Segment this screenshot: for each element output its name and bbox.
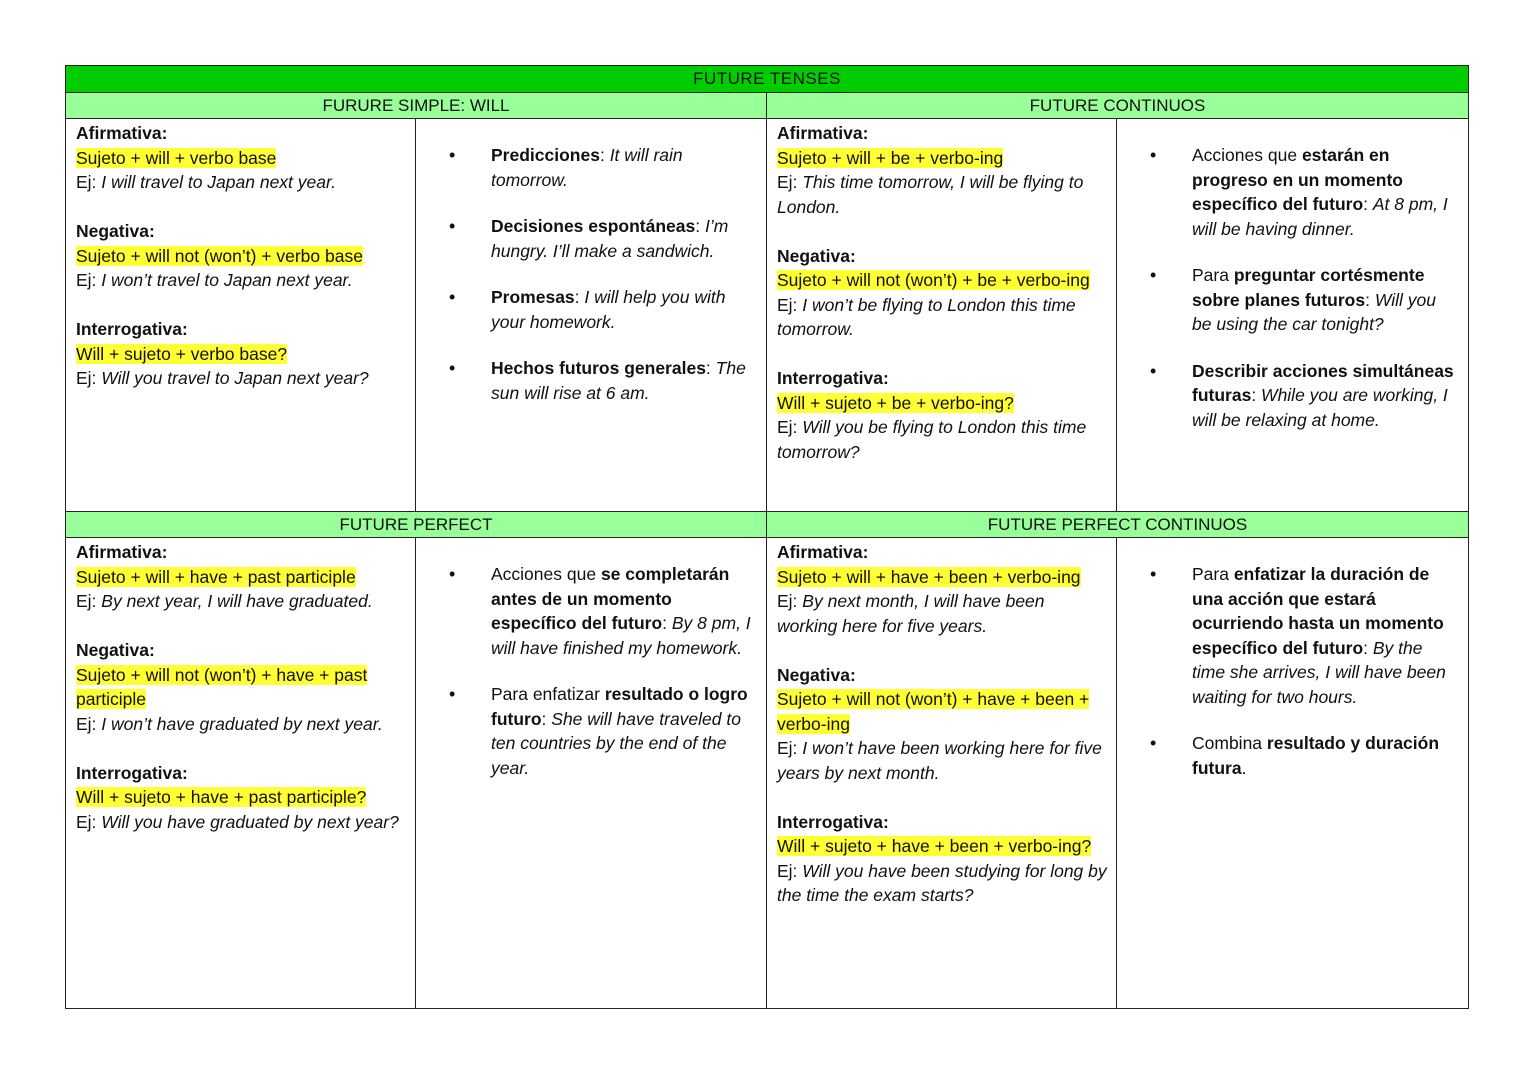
form-formula-line xyxy=(76,565,407,590)
form-block xyxy=(76,761,407,835)
use-example: The sun will rise at 6 am. xyxy=(491,358,746,403)
use-sep: : xyxy=(662,613,672,633)
use-key: se completarán antes de un momento específico del futuro xyxy=(491,564,730,633)
form-label: Negativa: xyxy=(777,664,856,685)
use-example: Will you be using the car tonight? xyxy=(1192,289,1436,334)
use-key: Hechos futuros generales xyxy=(491,358,706,378)
uses-cell xyxy=(1117,119,1469,512)
form-label: Interrogativa: xyxy=(76,762,188,783)
forms-list xyxy=(66,538,415,834)
form-block xyxy=(76,121,407,195)
use-item xyxy=(491,214,758,263)
use-example: I’m hungry. I’ll make a sandwich. xyxy=(491,216,729,261)
form-formula: Sujeto + will + be + verbo-ing xyxy=(777,147,1004,168)
example-prefix: Ej: xyxy=(76,270,102,290)
forms-list xyxy=(767,119,1116,464)
example-prefix: Ej: xyxy=(777,294,803,315)
form-example: By next year, I will have graduated. xyxy=(101,591,373,611)
form-label: Afirmativa: xyxy=(76,542,168,562)
form-example: Will you be flying to London this time tomorrow? xyxy=(777,417,1087,462)
use-intro: Para enfatizar xyxy=(491,684,605,704)
uses-list xyxy=(1117,143,1468,432)
form-example: Will you have graduated by next year? xyxy=(101,811,399,832)
form-label: Interrogativa: xyxy=(76,319,188,339)
form-formula-line xyxy=(777,687,1108,736)
use-example: She will have traveled to ten countries by the end of the year. xyxy=(491,708,741,778)
form-formula-line xyxy=(76,146,407,171)
form-formula-line xyxy=(76,663,407,712)
form-label: Afirmativa: xyxy=(76,123,168,143)
form-block xyxy=(777,366,1108,464)
form-formula: Sujeto + will not (won’t) + have + been + verbo-ing xyxy=(777,689,1090,734)
example-prefix: Ej: xyxy=(76,591,102,611)
section-header-future-continuous: FUTURE CONTINUOS xyxy=(767,93,1469,119)
uses-list xyxy=(416,562,766,780)
form-example-line xyxy=(76,589,407,614)
use-item xyxy=(1192,731,1460,780)
form-formula: Will + sujeto + verbo base? xyxy=(76,343,288,364)
use-key: resultado y duración futura xyxy=(1192,733,1440,778)
form-label: Interrogativa: xyxy=(777,811,889,832)
form-example-line xyxy=(777,293,1108,342)
use-sep: : xyxy=(695,216,705,236)
use-key: enfatizar la duración de una acción que estará ocurriendo hasta un momento específico del futuro xyxy=(1192,564,1444,658)
uses-list xyxy=(416,143,766,405)
use-example: By the time she arrives, I will have been waiting for two hours. xyxy=(1192,637,1446,707)
form-formula-line xyxy=(777,391,1108,416)
use-sep: : xyxy=(1365,289,1375,310)
form-example-line xyxy=(76,366,407,391)
form-formula: Will + sujeto + have + been + verbo-ing? xyxy=(777,836,1092,856)
section-header-future-simple: FURURE SIMPLE: WILL xyxy=(66,93,767,119)
form-block xyxy=(777,810,1108,908)
use-item xyxy=(491,356,758,405)
uses-cell xyxy=(416,538,767,1009)
form-example-line xyxy=(777,415,1108,464)
use-item xyxy=(1192,263,1460,337)
form-example-line xyxy=(76,712,407,737)
tenses-table xyxy=(65,65,1469,1009)
future-tenses-sheet xyxy=(65,65,1468,1009)
form-formula: Will + sujeto + have + past participle? xyxy=(76,787,367,807)
example-prefix: Ej: xyxy=(76,368,102,388)
use-key: Describir acciones simultáneas futuras xyxy=(1192,360,1454,405)
forms-cell xyxy=(767,119,1117,512)
use-sep: : xyxy=(541,708,552,729)
form-formula-line xyxy=(76,244,407,269)
form-example: I won’t have been working here for five years by next month. xyxy=(777,738,1102,783)
example-prefix: Ej: xyxy=(76,172,102,192)
form-label: Negativa: xyxy=(777,245,856,266)
form-block xyxy=(777,244,1108,342)
form-label: Afirmativa: xyxy=(777,123,869,143)
form-example-line xyxy=(76,268,407,293)
form-block xyxy=(76,540,407,614)
example-prefix: Ej: xyxy=(76,811,102,832)
form-example-line xyxy=(76,810,407,835)
use-intro: Para xyxy=(1192,564,1234,584)
uses-cell xyxy=(1117,538,1469,1009)
form-block xyxy=(76,317,407,391)
form-example-line xyxy=(777,736,1108,785)
use-key: resultado o logro futuro xyxy=(491,684,748,729)
use-key: preguntar cortésmente sobre planes futuros xyxy=(1192,265,1425,310)
form-example-line xyxy=(777,170,1108,219)
form-formula-line xyxy=(777,565,1108,590)
section-header-future-perfect: FUTURE PERFECT xyxy=(66,512,767,538)
form-formula-line xyxy=(777,834,1108,859)
use-item xyxy=(491,285,758,334)
use-item xyxy=(1192,143,1460,241)
forms-list xyxy=(767,538,1116,908)
use-key: Promesas xyxy=(491,287,575,307)
form-example: I won’t be flying to London this time tomorrow. xyxy=(777,294,1076,339)
form-formula-line xyxy=(777,146,1108,171)
form-formula: Sujeto + will not (won’t) + have + past participle xyxy=(76,664,368,709)
use-item xyxy=(1192,562,1460,709)
form-example: This time tomorrow, I will be flying to London. xyxy=(777,172,1084,217)
use-item xyxy=(491,562,758,660)
form-formula-line xyxy=(76,342,407,367)
form-block xyxy=(76,638,407,736)
form-label: Afirmativa: xyxy=(777,542,869,562)
use-example: By 8 pm, I will have finished my homework. xyxy=(491,613,751,658)
form-label: Negativa: xyxy=(76,221,155,241)
form-block xyxy=(777,663,1108,786)
use-item xyxy=(491,143,758,192)
use-intro: Acciones que xyxy=(1192,145,1302,165)
form-block xyxy=(777,121,1108,219)
forms-cell xyxy=(66,538,416,1009)
form-formula: Sujeto + will + verbo base xyxy=(76,147,277,168)
use-intro: Acciones que xyxy=(491,564,601,584)
use-intro: Combina xyxy=(1192,733,1267,753)
example-prefix: Ej: xyxy=(777,417,803,437)
use-sep: : xyxy=(1363,637,1373,658)
form-example-line xyxy=(777,859,1108,908)
table-title: FUTURE TENSES xyxy=(66,66,1469,93)
use-sep: : xyxy=(705,358,716,378)
form-formula-line xyxy=(777,268,1108,293)
example-prefix: Ej: xyxy=(76,713,102,734)
form-example-line xyxy=(76,170,407,195)
forms-list xyxy=(66,119,415,391)
form-formula-line xyxy=(76,785,407,810)
form-formula: Sujeto + will not (won’t) + verbo base xyxy=(76,245,363,266)
form-label: Interrogativa: xyxy=(777,368,889,388)
use-key: Predicciones xyxy=(491,145,600,165)
form-block xyxy=(76,219,407,293)
section-header-future-perfect-continuous: FUTURE PERFECT CONTINUOS xyxy=(767,512,1469,538)
example-prefix: Ej: xyxy=(777,591,803,611)
form-formula: Sujeto + will + have + been + verbo-ing xyxy=(777,566,1081,587)
form-block xyxy=(777,540,1108,638)
use-sep: : xyxy=(574,287,585,307)
use-example: It will rain tomorrow. xyxy=(491,145,683,190)
use-key: Decisiones espontáneas xyxy=(491,216,696,236)
use-intro: Para xyxy=(1192,265,1234,285)
form-example: Will you have been studying for long by the time the exam starts? xyxy=(777,860,1107,905)
form-label: Negativa: xyxy=(76,640,155,660)
form-example: I won’t have graduated by next year. xyxy=(101,713,383,734)
forms-cell xyxy=(66,119,416,512)
use-item xyxy=(1192,359,1460,433)
form-formula: Will + sujeto + be + verbo-ing? xyxy=(777,392,1014,413)
uses-cell xyxy=(416,119,767,512)
form-formula: Sujeto + will + have + past participle xyxy=(76,566,356,587)
form-formula: Sujeto + will not (won’t) + be + verbo-ing xyxy=(777,270,1090,290)
use-item xyxy=(491,682,758,780)
example-prefix: Ej: xyxy=(777,860,803,881)
use-example: I will help you with your homework. xyxy=(491,287,726,332)
form-example: I won’t travel to Japan next year. xyxy=(101,270,353,290)
forms-cell xyxy=(767,538,1117,1009)
example-prefix: Ej: xyxy=(777,738,803,758)
form-example: By next month, I will have been working here for five years. xyxy=(777,591,1045,636)
form-example-line xyxy=(777,589,1108,638)
use-example: While you are working, I will be relaxing at home. xyxy=(1192,385,1448,430)
use-example: At 8 pm, I will be having dinner. xyxy=(1192,194,1448,239)
uses-list xyxy=(1117,562,1468,780)
use-sep: : xyxy=(1363,194,1373,214)
use-sep: : xyxy=(1251,385,1262,405)
example-prefix: Ej: xyxy=(777,172,803,192)
form-example: I will travel to Japan next year. xyxy=(101,172,337,192)
form-example: Will you travel to Japan next year? xyxy=(101,368,369,388)
use-key: estarán en progreso en un momento específico del futuro xyxy=(1192,145,1403,214)
use-sep: : xyxy=(599,145,610,165)
use-sep: . xyxy=(1241,757,1247,778)
